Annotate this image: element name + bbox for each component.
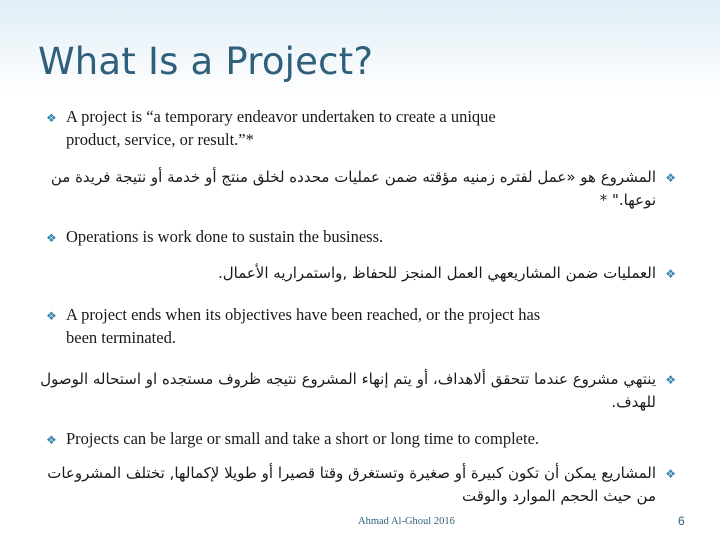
bullet-item-en-project-definition [46,106,686,151]
footer-author: Ahmad Al-Ghoul 2016 [358,516,455,527]
bullet-text-line-2: للهدف. [611,393,656,411]
bullet-item-ar-project-definition [36,166,676,211]
bullet-item-en-project-ends [46,304,686,349]
diamond-bullet-icon: ❖ [665,373,676,387]
diamond-bullet-icon: ❖ [46,433,57,447]
bullet-item-en-operations [46,226,686,249]
bullet-item-ar-project-size [36,462,676,507]
bullet-text-line-1: A project ends when its objectives have been reached, or the project has [66,305,541,324]
bullet-text-line-1: المشاريع يمكن أن تكون كبيرة أو صغيرة وتستغرق وقتا قصيرا أو طويلا لإكمالها, تختلف المشروعات [47,464,656,482]
bullet-text-line-2: من حيث الحجم الموارد والوقت [461,487,656,505]
diamond-bullet-icon: ❖ [665,267,676,281]
diamond-bullet-icon: ❖ [46,231,57,245]
slide-title: What Is a Project? [38,40,374,83]
diamond-bullet-icon: ❖ [46,309,57,323]
bullet-text-line-2: نوعها." * [599,191,656,209]
bullet-text-line-1: A project is “a temporary endeavor undertaken to create a unique [66,107,496,126]
bullet-text-line-2: product, service, or result.”* [66,130,254,149]
bullet-text-line-1: Projects can be large or small and take a short or long time to complete. [66,429,540,448]
bullet-item-ar-project-ends [36,368,676,413]
page-number: 6 [678,514,685,528]
diamond-bullet-icon: ❖ [665,171,676,185]
diamond-bullet-icon: ❖ [46,111,57,125]
bullet-text-line-1: العمليات ضمن المشاريعهي العمل المنجز للحفاظ ,واستمراريه الأعمال. [217,264,656,282]
bullet-text-line-1: ينتهي مشروع عندما تتحقق ألاهداف، أو يتم إنهاء المشروع نتيجه ظروف مستجده او استحاله الوصول [40,370,656,388]
bullet-text-line-1: المشروع هو «عمل لفتره زمنيه مؤقته ضمن عمليات محدده لخلق منتج أو خدمة أو نتيجة فريدة من [50,168,656,186]
bullet-item-en-project-size [46,428,686,451]
bullet-text-line-2: been terminated. [66,328,176,347]
diamond-bullet-icon: ❖ [665,467,676,481]
bullet-text-line-1: Operations is work done to sustain the business. [66,227,384,246]
bullet-item-ar-operations [36,262,676,285]
